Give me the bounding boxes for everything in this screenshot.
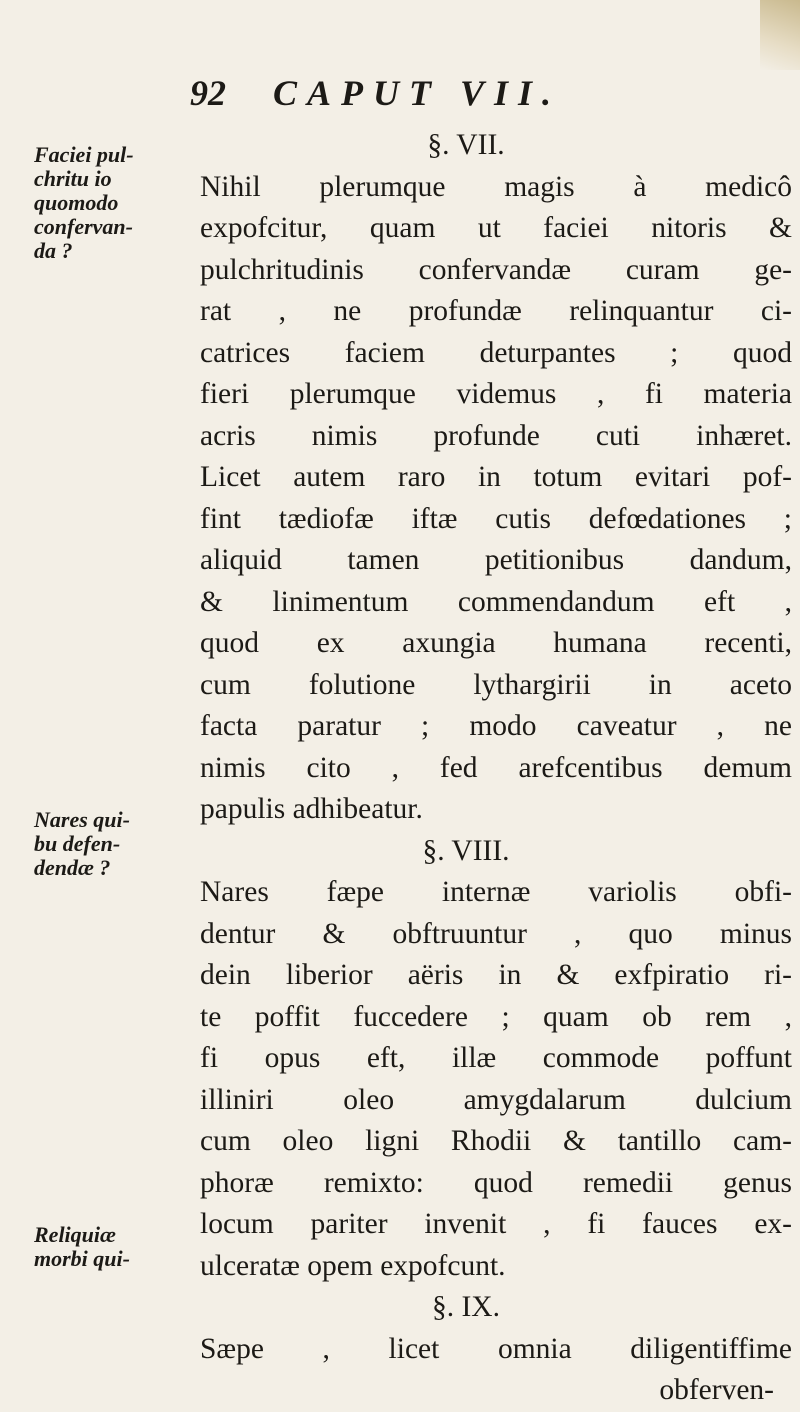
- text-line: quod ex axungia humana recenti,: [200, 627, 792, 659]
- text-line: phoræ remixto: quod remedii genus: [200, 1166, 792, 1199]
- text-line: locum pariter invenit , fi fauces ex-: [200, 1208, 792, 1240]
- marginal-note-reliquiae: Reliquiæ morbi qui-: [34, 1222, 130, 1271]
- page-number: 92: [190, 73, 226, 113]
- text-line: dentur & obftruuntur , quo minus: [200, 917, 792, 950]
- text-line: Licet autem raro in totum evitari pof-: [200, 461, 792, 493]
- running-head: [190, 72, 710, 112]
- text-line: expofcitur, quam ut faciei nitoris &: [200, 212, 792, 244]
- section-heading-vii: §. VII.: [427, 129, 505, 161]
- marginal-note-faciei: Faciei pul- chritu io quomodo confervan- da ?: [34, 142, 134, 263]
- text-line: Sæpe , licet omnia diligentiffime: [200, 1332, 792, 1365]
- text-line: aliquid tamen petitionibus dandum,: [200, 544, 792, 576]
- text-line: te poffit fuccedere ; quam ob rem ,: [200, 1000, 792, 1033]
- page-stain: [760, 0, 800, 70]
- text-line: cum folutione lythargirii in aceto: [200, 668, 792, 701]
- text-line: fieri plerumque videmus , fi materia: [200, 378, 792, 410]
- text-line: acris nimis profunde cuti inhæret.: [200, 419, 792, 452]
- text-line: Nares fæpe internæ variolis obfi-: [200, 876, 792, 908]
- catchword: obferven-: [659, 1374, 774, 1406]
- section-heading-viii: §. VIII.: [422, 834, 510, 867]
- text-line: catrices faciem deturpantes ; quod: [200, 336, 792, 369]
- body-text: [200, 125, 792, 1412]
- text-line: Nihil plerumque magis à medicô: [200, 170, 792, 203]
- text-line: dein liberior aëris in & exfpiratio ri-: [200, 959, 792, 991]
- text-line: fint tædiofæ iftæ cutis defœdationes ;: [200, 502, 792, 535]
- text-line: pulchritudinis confervandæ curam ge-: [200, 253, 792, 286]
- text-line: rat , ne profundæ relinquantur ci-: [200, 295, 792, 327]
- text-line: cum oleo ligni Rhodii & tantillo cam-: [200, 1125, 792, 1157]
- text-line: fi opus eft, illæ commode poffunt: [200, 1042, 792, 1074]
- section-heading-ix: §. IX.: [431, 1291, 500, 1323]
- text-line: ulceratæ opem expofcunt.: [200, 1249, 506, 1282]
- chapter-title: CAPUT VII.: [273, 73, 562, 113]
- text-line: facta paratur ; modo caveatur , ne: [200, 710, 792, 742]
- text-line: illiniri oleo amygdalarum dulcium: [200, 1083, 792, 1116]
- text-line: & linimentum commendandum eft ,: [200, 585, 792, 618]
- text-line: papulis adhibeatur.: [200, 793, 423, 825]
- text-line: nimis cito , fed arefcentibus demum: [200, 751, 792, 784]
- marginal-note-nares: Nares qui- bu defen- dendæ ?: [34, 807, 130, 880]
